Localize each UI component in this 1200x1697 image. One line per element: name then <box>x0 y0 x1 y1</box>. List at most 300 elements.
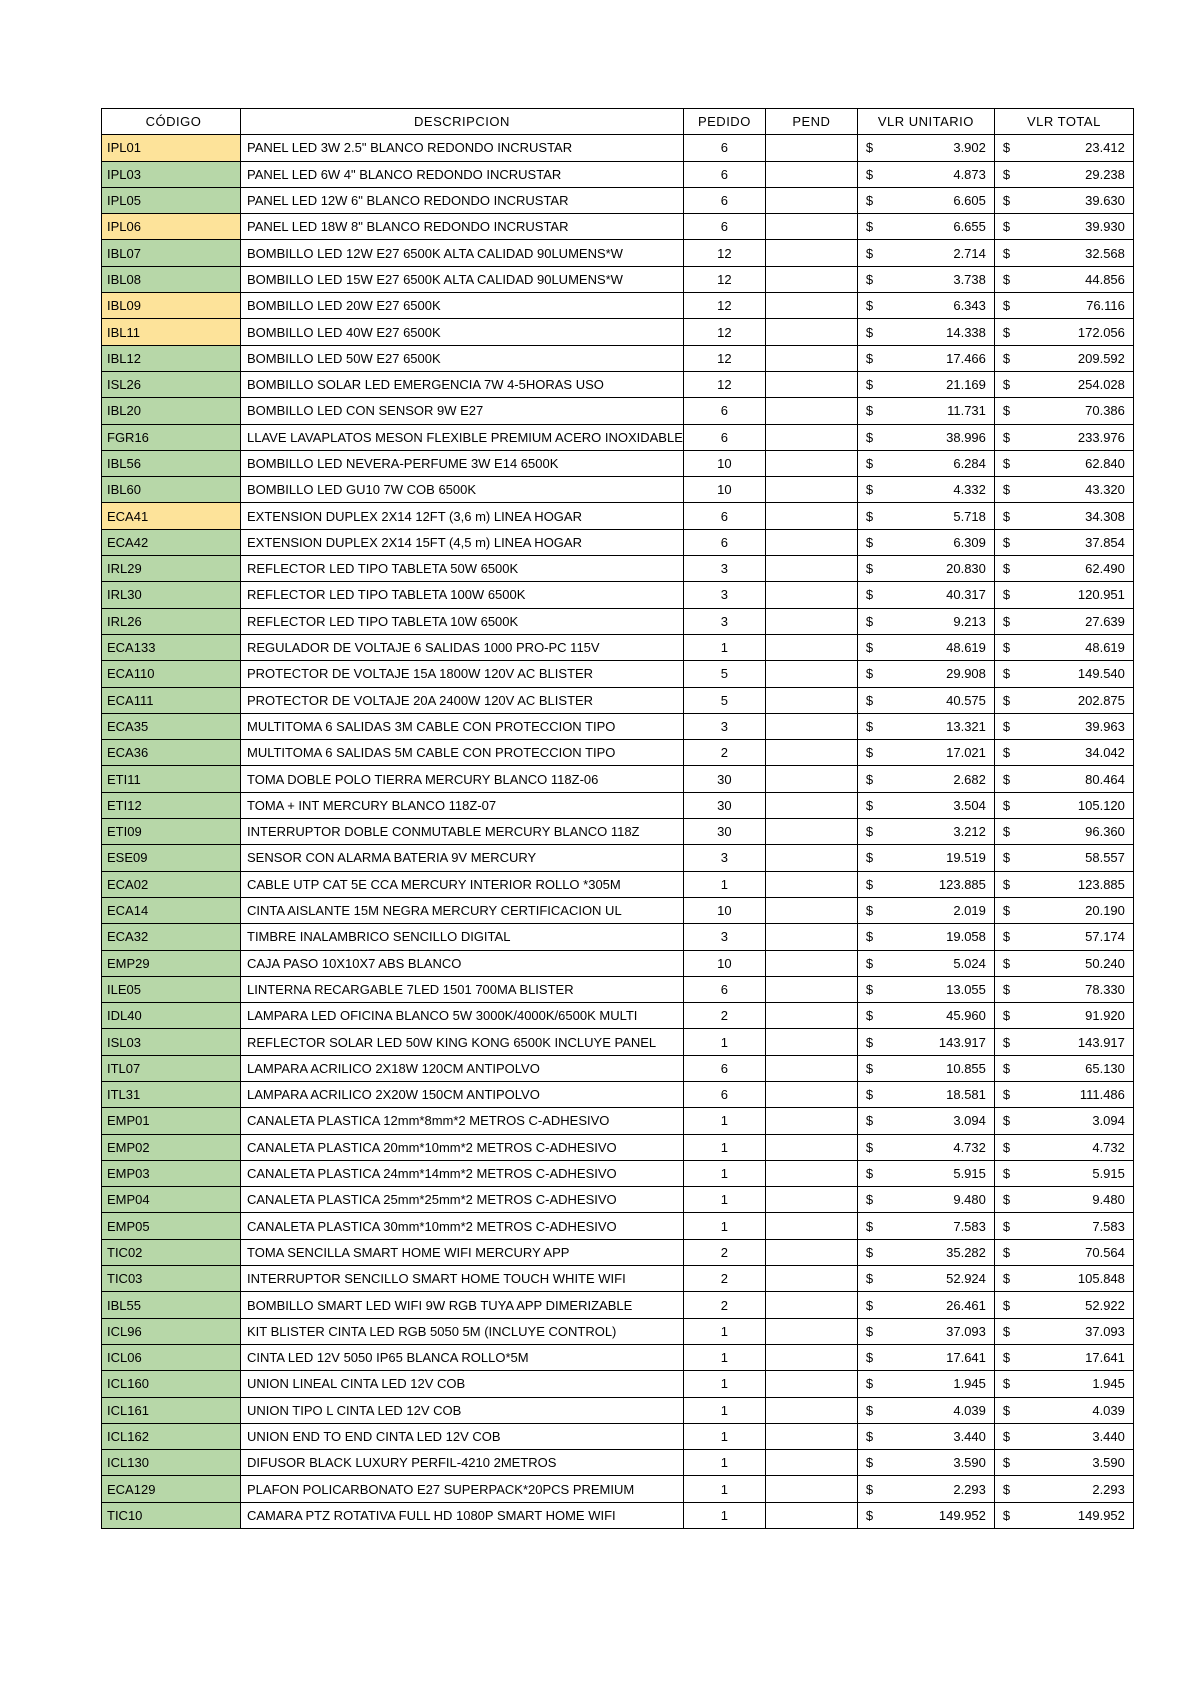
cell-description[interactable]: TOMA SENCILLA SMART HOME WIFI MERCURY APP <box>241 1239 684 1265</box>
cell-ordered[interactable]: 12 <box>683 319 765 345</box>
cell-unit-price[interactable] <box>857 1029 994 1055</box>
cell-pending[interactable] <box>765 845 857 871</box>
cell-code[interactable]: IRL26 <box>102 608 241 634</box>
cell-total[interactable] <box>994 792 1133 818</box>
cell-ordered[interactable]: 30 <box>683 792 765 818</box>
cell-code[interactable]: ITL07 <box>102 1055 241 1081</box>
cell-code[interactable]: EMP02 <box>102 1134 241 1160</box>
cell-ordered[interactable]: 12 <box>683 293 765 319</box>
cell-ordered[interactable]: 12 <box>683 266 765 292</box>
cell-code[interactable]: ICL160 <box>102 1371 241 1397</box>
cell-total[interactable] <box>994 924 1133 950</box>
cell-ordered[interactable]: 6 <box>683 1055 765 1081</box>
header-pending[interactable]: PEND <box>765 109 857 135</box>
cell-description[interactable]: PROTECTOR DE VOLTAJE 15A 1800W 120V AC BLISTER <box>241 661 684 687</box>
cell-total[interactable] <box>994 1108 1133 1134</box>
cell-description[interactable]: CABLE UTP CAT 5E CCA MERCURY INTERIOR ROLLO *305M <box>241 871 684 897</box>
cell-total[interactable] <box>994 976 1133 1002</box>
cell-description[interactable]: BOMBILLO LED 12W E27 6500K ALTA CALIDAD 90LUMENS*W <box>241 240 684 266</box>
cell-ordered[interactable]: 1 <box>683 1502 765 1528</box>
cell-pending[interactable] <box>765 871 857 897</box>
cell-unit-price[interactable] <box>857 582 994 608</box>
cell-pending[interactable] <box>765 1134 857 1160</box>
cell-description[interactable]: CINTA AISLANTE 15M NEGRA MERCURY CERTIFICACION UL <box>241 897 684 923</box>
cell-description[interactable]: PANEL LED 3W 2.5" BLANCO REDONDO INCRUSTAR <box>241 135 684 161</box>
cell-ordered[interactable]: 10 <box>683 897 765 923</box>
cell-code[interactable]: IPL01 <box>102 135 241 161</box>
cell-description[interactable]: REFLECTOR LED TIPO TABLETA 100W 6500K <box>241 582 684 608</box>
cell-pending[interactable] <box>765 371 857 397</box>
cell-code[interactable]: EMP29 <box>102 950 241 976</box>
cell-ordered[interactable]: 5 <box>683 661 765 687</box>
cell-total[interactable] <box>994 1476 1133 1502</box>
cell-description[interactable]: INTERRUPTOR DOBLE CONMUTABLE MERCURY BLANCO 118Z <box>241 819 684 845</box>
cell-total[interactable] <box>994 897 1133 923</box>
cell-unit-price[interactable] <box>857 1055 994 1081</box>
cell-unit-price[interactable] <box>857 1266 994 1292</box>
cell-ordered[interactable]: 3 <box>683 582 765 608</box>
cell-pending[interactable] <box>765 1292 857 1318</box>
cell-ordered[interactable]: 1 <box>683 1344 765 1370</box>
cell-total[interactable] <box>994 1213 1133 1239</box>
cell-code[interactable]: ICL130 <box>102 1450 241 1476</box>
cell-unit-price[interactable] <box>857 529 994 555</box>
cell-code[interactable]: EMP03 <box>102 1160 241 1186</box>
cell-unit-price[interactable] <box>857 1003 994 1029</box>
cell-code[interactable]: ISL03 <box>102 1029 241 1055</box>
cell-unit-price[interactable] <box>857 1318 994 1344</box>
cell-description[interactable]: BOMBILLO LED 40W E27 6500K <box>241 319 684 345</box>
cell-unit-price[interactable] <box>857 713 994 739</box>
cell-total[interactable] <box>994 1187 1133 1213</box>
cell-total[interactable] <box>994 556 1133 582</box>
cell-unit-price[interactable] <box>857 924 994 950</box>
cell-unit-price[interactable] <box>857 1371 994 1397</box>
cell-total[interactable] <box>994 1266 1133 1292</box>
cell-unit-price[interactable] <box>857 687 994 713</box>
cell-description[interactable]: CANALETA PLASTICA 12mm*8mm*2 METROS C-ADHESIVO <box>241 1108 684 1134</box>
cell-total[interactable] <box>994 293 1133 319</box>
cell-unit-price[interactable] <box>857 1239 994 1265</box>
cell-pending[interactable] <box>765 1160 857 1186</box>
cell-pending[interactable] <box>765 477 857 503</box>
cell-description[interactable]: DIFUSOR BLACK LUXURY PERFIL-4210 2METROS <box>241 1450 684 1476</box>
cell-total[interactable] <box>994 582 1133 608</box>
cell-code[interactable]: EMP04 <box>102 1187 241 1213</box>
cell-ordered[interactable]: 1 <box>683 1371 765 1397</box>
cell-unit-price[interactable] <box>857 293 994 319</box>
cell-pending[interactable] <box>765 687 857 713</box>
cell-description[interactable]: CANALETA PLASTICA 30mm*10mm*2 METROS C-ADHESIVO <box>241 1213 684 1239</box>
cell-unit-price[interactable] <box>857 187 994 213</box>
cell-ordered[interactable]: 3 <box>683 924 765 950</box>
cell-pending[interactable] <box>765 819 857 845</box>
cell-ordered[interactable]: 1 <box>683 1108 765 1134</box>
cell-description[interactable]: CAMARA PTZ ROTATIVA FULL HD 1080P SMART HOME WIFI <box>241 1502 684 1528</box>
cell-description[interactable]: TOMA + INT MERCURY BLANCO 118Z-07 <box>241 792 684 818</box>
cell-pending[interactable] <box>765 1450 857 1476</box>
cell-code[interactable]: ECA129 <box>102 1476 241 1502</box>
cell-pending[interactable] <box>765 661 857 687</box>
cell-unit-price[interactable] <box>857 240 994 266</box>
cell-description[interactable]: LINTERNA RECARGABLE 7LED 1501 700MA BLISTER <box>241 976 684 1002</box>
cell-code[interactable]: ECA110 <box>102 661 241 687</box>
cell-ordered[interactable]: 30 <box>683 819 765 845</box>
cell-code[interactable]: IBL08 <box>102 266 241 292</box>
cell-unit-price[interactable] <box>857 1476 994 1502</box>
cell-unit-price[interactable] <box>857 1397 994 1423</box>
cell-unit-price[interactable] <box>857 135 994 161</box>
cell-pending[interactable] <box>765 713 857 739</box>
header-unit-price[interactable]: VLR UNITARIO <box>857 109 994 135</box>
cell-ordered[interactable]: 6 <box>683 161 765 187</box>
cell-unit-price[interactable] <box>857 950 994 976</box>
cell-pending[interactable] <box>765 214 857 240</box>
cell-total[interactable] <box>994 161 1133 187</box>
cell-code[interactable]: ETI09 <box>102 819 241 845</box>
cell-total[interactable] <box>994 661 1133 687</box>
cell-total[interactable] <box>994 608 1133 634</box>
cell-code[interactable]: ICL96 <box>102 1318 241 1344</box>
cell-ordered[interactable]: 6 <box>683 1081 765 1107</box>
cell-total[interactable] <box>994 687 1133 713</box>
cell-code[interactable]: ECA111 <box>102 687 241 713</box>
cell-unit-price[interactable] <box>857 477 994 503</box>
cell-unit-price[interactable] <box>857 845 994 871</box>
cell-description[interactable]: BOMBILLO LED CON SENSOR 9W E27 <box>241 398 684 424</box>
cell-total[interactable] <box>994 1160 1133 1186</box>
cell-unit-price[interactable] <box>857 792 994 818</box>
cell-pending[interactable] <box>765 450 857 476</box>
cell-ordered[interactable]: 2 <box>683 740 765 766</box>
cell-code[interactable]: IBL09 <box>102 293 241 319</box>
cell-ordered[interactable]: 10 <box>683 950 765 976</box>
cell-ordered[interactable]: 1 <box>683 1029 765 1055</box>
cell-total[interactable] <box>994 266 1133 292</box>
cell-total[interactable] <box>994 424 1133 450</box>
cell-pending[interactable] <box>765 1081 857 1107</box>
cell-unit-price[interactable] <box>857 766 994 792</box>
cell-ordered[interactable]: 10 <box>683 477 765 503</box>
cell-unit-price[interactable] <box>857 1134 994 1160</box>
cell-pending[interactable] <box>765 266 857 292</box>
cell-code[interactable]: IBL20 <box>102 398 241 424</box>
cell-code[interactable]: EMP05 <box>102 1213 241 1239</box>
cell-pending[interactable] <box>765 1318 857 1344</box>
cell-pending[interactable] <box>765 608 857 634</box>
cell-unit-price[interactable] <box>857 1187 994 1213</box>
cell-pending[interactable] <box>765 976 857 1002</box>
cell-description[interactable]: EXTENSION DUPLEX 2X14 12FT (3,6 m) LINEA HOGAR <box>241 503 684 529</box>
cell-unit-price[interactable] <box>857 871 994 897</box>
cell-description[interactable]: CANALETA PLASTICA 24mm*14mm*2 METROS C-ADHESIVO <box>241 1160 684 1186</box>
cell-description[interactable]: SENSOR CON ALARMA BATERIA 9V MERCURY <box>241 845 684 871</box>
cell-ordered[interactable]: 6 <box>683 976 765 1002</box>
cell-unit-price[interactable] <box>857 450 994 476</box>
cell-pending[interactable] <box>765 1344 857 1370</box>
cell-ordered[interactable]: 1 <box>683 1134 765 1160</box>
cell-description[interactable]: KIT BLISTER CINTA LED RGB 5050 5M (INCLUYE CONTROL) <box>241 1318 684 1344</box>
cell-pending[interactable] <box>765 950 857 976</box>
cell-pending[interactable] <box>765 766 857 792</box>
cell-unit-price[interactable] <box>857 345 994 371</box>
cell-code[interactable]: ETI12 <box>102 792 241 818</box>
cell-total[interactable] <box>994 371 1133 397</box>
cell-description[interactable]: REFLECTOR LED TIPO TABLETA 50W 6500K <box>241 556 684 582</box>
cell-code[interactable]: ECA41 <box>102 503 241 529</box>
cell-description[interactable]: CINTA LED 12V 5050 IP65 BLANCA ROLLO*5M <box>241 1344 684 1370</box>
cell-code[interactable]: ECA32 <box>102 924 241 950</box>
cell-unit-price[interactable] <box>857 319 994 345</box>
cell-total[interactable] <box>994 1318 1133 1344</box>
cell-total[interactable] <box>994 845 1133 871</box>
cell-ordered[interactable]: 1 <box>683 1397 765 1423</box>
cell-unit-price[interactable] <box>857 1423 994 1449</box>
cell-total[interactable] <box>994 819 1133 845</box>
cell-description[interactable]: REGULADOR DE VOLTAJE 6 SALIDAS 1000 PRO-PC 115V <box>241 634 684 660</box>
header-ordered[interactable]: PEDIDO <box>683 109 765 135</box>
cell-code[interactable]: ICL161 <box>102 1397 241 1423</box>
cell-pending[interactable] <box>765 556 857 582</box>
cell-pending[interactable] <box>765 1187 857 1213</box>
cell-unit-price[interactable] <box>857 214 994 240</box>
cell-description[interactable]: MULTITOMA 6 SALIDAS 3M CABLE CON PROTECCION TIPO <box>241 713 684 739</box>
cell-description[interactable]: BOMBILLO LED 50W E27 6500K <box>241 345 684 371</box>
cell-unit-price[interactable] <box>857 503 994 529</box>
cell-pending[interactable] <box>765 1108 857 1134</box>
cell-pending[interactable] <box>765 582 857 608</box>
cell-description[interactable]: CANALETA PLASTICA 25mm*25mm*2 METROS C-ADHESIVO <box>241 1187 684 1213</box>
cell-unit-price[interactable] <box>857 1502 994 1528</box>
cell-code[interactable]: ECA14 <box>102 897 241 923</box>
cell-code[interactable]: ECA35 <box>102 713 241 739</box>
cell-unit-price[interactable] <box>857 1450 994 1476</box>
cell-code[interactable]: IBL56 <box>102 450 241 476</box>
cell-unit-price[interactable] <box>857 1344 994 1370</box>
cell-code[interactable]: TIC03 <box>102 1266 241 1292</box>
cell-unit-price[interactable] <box>857 976 994 1002</box>
cell-code[interactable]: IPL05 <box>102 187 241 213</box>
cell-ordered[interactable]: 6 <box>683 503 765 529</box>
cell-ordered[interactable]: 1 <box>683 871 765 897</box>
cell-total[interactable] <box>994 1344 1133 1370</box>
cell-code[interactable]: IDL40 <box>102 1003 241 1029</box>
cell-ordered[interactable]: 2 <box>683 1239 765 1265</box>
cell-ordered[interactable]: 1 <box>683 1187 765 1213</box>
cell-total[interactable] <box>994 529 1133 555</box>
cell-description[interactable]: TIMBRE INALAMBRICO SENCILLO DIGITAL <box>241 924 684 950</box>
cell-code[interactable]: IRL30 <box>102 582 241 608</box>
cell-ordered[interactable]: 3 <box>683 608 765 634</box>
cell-code[interactable]: ITL31 <box>102 1081 241 1107</box>
cell-total[interactable] <box>994 477 1133 503</box>
cell-unit-price[interactable] <box>857 1081 994 1107</box>
cell-pending[interactable] <box>765 924 857 950</box>
cell-ordered[interactable]: 1 <box>683 1476 765 1502</box>
cell-total[interactable] <box>994 713 1133 739</box>
cell-total[interactable] <box>994 1055 1133 1081</box>
cell-total[interactable] <box>994 1423 1133 1449</box>
cell-ordered[interactable]: 6 <box>683 424 765 450</box>
cell-pending[interactable] <box>765 187 857 213</box>
cell-pending[interactable] <box>765 1502 857 1528</box>
cell-ordered[interactable]: 10 <box>683 450 765 476</box>
cell-total[interactable] <box>994 1134 1133 1160</box>
cell-description[interactable]: LAMPARA ACRILICO 2X20W 150CM ANTIPOLVO <box>241 1081 684 1107</box>
cell-pending[interactable] <box>765 634 857 660</box>
cell-pending[interactable] <box>765 424 857 450</box>
cell-code[interactable]: IBL55 <box>102 1292 241 1318</box>
cell-unit-price[interactable] <box>857 1292 994 1318</box>
cell-total[interactable] <box>994 1003 1133 1029</box>
cell-total[interactable] <box>994 740 1133 766</box>
cell-total[interactable] <box>994 240 1133 266</box>
cell-code[interactable]: ECA02 <box>102 871 241 897</box>
cell-unit-price[interactable] <box>857 1160 994 1186</box>
cell-unit-price[interactable] <box>857 1108 994 1134</box>
cell-code[interactable]: IPL06 <box>102 214 241 240</box>
cell-total[interactable] <box>994 187 1133 213</box>
header-total[interactable]: VLR TOTAL <box>994 109 1133 135</box>
cell-pending[interactable] <box>765 792 857 818</box>
cell-unit-price[interactable] <box>857 897 994 923</box>
cell-ordered[interactable]: 6 <box>683 135 765 161</box>
cell-total[interactable] <box>994 1502 1133 1528</box>
cell-total[interactable] <box>994 319 1133 345</box>
cell-total[interactable] <box>994 634 1133 660</box>
header-code[interactable]: CÓDIGO <box>102 109 241 135</box>
cell-code[interactable]: ETI11 <box>102 766 241 792</box>
cell-pending[interactable] <box>765 319 857 345</box>
cell-total[interactable] <box>994 871 1133 897</box>
cell-description[interactable]: REFLECTOR SOLAR LED 50W KING KONG 6500K INCLUYE PANEL <box>241 1029 684 1055</box>
cell-total[interactable] <box>994 1292 1133 1318</box>
cell-description[interactable]: BOMBILLO LED 20W E27 6500K <box>241 293 684 319</box>
header-description[interactable]: DESCRIPCION <box>241 109 684 135</box>
cell-ordered[interactable]: 1 <box>683 1423 765 1449</box>
cell-total[interactable] <box>994 214 1133 240</box>
cell-ordered[interactable]: 2 <box>683 1266 765 1292</box>
cell-pending[interactable] <box>765 1213 857 1239</box>
cell-ordered[interactable]: 3 <box>683 556 765 582</box>
cell-ordered[interactable]: 12 <box>683 371 765 397</box>
cell-description[interactable]: MULTITOMA 6 SALIDAS 5M CABLE CON PROTECCION TIPO <box>241 740 684 766</box>
cell-ordered[interactable]: 2 <box>683 1292 765 1318</box>
cell-description[interactable]: REFLECTOR LED TIPO TABLETA 10W 6500K <box>241 608 684 634</box>
cell-code[interactable]: IBL60 <box>102 477 241 503</box>
cell-code[interactable]: ECA36 <box>102 740 241 766</box>
cell-description[interactable]: TOMA DOBLE POLO TIERRA MERCURY BLANCO 118Z-06 <box>241 766 684 792</box>
cell-unit-price[interactable] <box>857 608 994 634</box>
cell-description[interactable]: LAMPARA LED OFICINA BLANCO 5W 3000K/4000K/6500K MULTI <box>241 1003 684 1029</box>
cell-ordered[interactable]: 1 <box>683 634 765 660</box>
cell-pending[interactable] <box>765 345 857 371</box>
cell-ordered[interactable]: 3 <box>683 845 765 871</box>
cell-ordered[interactable]: 1 <box>683 1160 765 1186</box>
cell-description[interactable]: BOMBILLO SOLAR LED EMERGENCIA 7W 4-5HORAS USO <box>241 371 684 397</box>
cell-total[interactable] <box>994 1081 1133 1107</box>
cell-ordered[interactable]: 1 <box>683 1318 765 1344</box>
cell-total[interactable] <box>994 345 1133 371</box>
cell-pending[interactable] <box>765 1397 857 1423</box>
cell-total[interactable] <box>994 1029 1133 1055</box>
cell-unit-price[interactable] <box>857 161 994 187</box>
cell-code[interactable]: ILE05 <box>102 976 241 1002</box>
cell-code[interactable]: IBL12 <box>102 345 241 371</box>
cell-description[interactable]: UNION TIPO L CINTA LED 12V COB <box>241 1397 684 1423</box>
cell-description[interactable]: CANALETA PLASTICA 20mm*10mm*2 METROS C-ADHESIVO <box>241 1134 684 1160</box>
cell-unit-price[interactable] <box>857 371 994 397</box>
cell-ordered[interactable]: 3 <box>683 713 765 739</box>
cell-code[interactable]: IRL29 <box>102 556 241 582</box>
cell-pending[interactable] <box>765 1239 857 1265</box>
cell-code[interactable]: FGR16 <box>102 424 241 450</box>
cell-pending[interactable] <box>765 503 857 529</box>
cell-pending[interactable] <box>765 740 857 766</box>
cell-unit-price[interactable] <box>857 1213 994 1239</box>
cell-code[interactable]: IBL07 <box>102 240 241 266</box>
cell-description[interactable]: BOMBILLO LED NEVERA-PERFUME 3W E14 6500K <box>241 450 684 476</box>
cell-pending[interactable] <box>765 1055 857 1081</box>
cell-total[interactable] <box>994 1397 1133 1423</box>
cell-description[interactable]: CAJA PASO 10X10X7 ABS BLANCO <box>241 950 684 976</box>
cell-code[interactable]: IPL03 <box>102 161 241 187</box>
cell-total[interactable] <box>994 503 1133 529</box>
cell-ordered[interactable]: 30 <box>683 766 765 792</box>
cell-description[interactable]: LLAVE LAVAPLATOS MESON FLEXIBLE PREMIUM ACERO INOXIDABLE <box>241 424 684 450</box>
cell-pending[interactable] <box>765 529 857 555</box>
cell-code[interactable]: TIC02 <box>102 1239 241 1265</box>
cell-total[interactable] <box>994 1450 1133 1476</box>
cell-description[interactable]: UNION LINEAL CINTA LED 12V COB <box>241 1371 684 1397</box>
cell-code[interactable]: IBL11 <box>102 319 241 345</box>
cell-description[interactable]: PANEL LED 18W 8" BLANCO REDONDO INCRUSTAR <box>241 214 684 240</box>
cell-unit-price[interactable] <box>857 661 994 687</box>
cell-pending[interactable] <box>765 1371 857 1397</box>
cell-ordered[interactable]: 12 <box>683 240 765 266</box>
cell-pending[interactable] <box>765 293 857 319</box>
cell-description[interactable]: BOMBILLO SMART LED WIFI 9W RGB TUYA APP DIMERIZABLE <box>241 1292 684 1318</box>
cell-code[interactable]: ISL26 <box>102 371 241 397</box>
cell-total[interactable] <box>994 950 1133 976</box>
cell-pending[interactable] <box>765 1423 857 1449</box>
cell-ordered[interactable]: 5 <box>683 687 765 713</box>
cell-description[interactable]: PANEL LED 6W 4" BLANCO REDONDO INCRUSTAR <box>241 161 684 187</box>
cell-total[interactable] <box>994 398 1133 424</box>
cell-pending[interactable] <box>765 398 857 424</box>
cell-code[interactable]: ICL06 <box>102 1344 241 1370</box>
cell-ordered[interactable]: 6 <box>683 187 765 213</box>
cell-pending[interactable] <box>765 1476 857 1502</box>
cell-pending[interactable] <box>765 897 857 923</box>
cell-total[interactable] <box>994 1239 1133 1265</box>
cell-unit-price[interactable] <box>857 556 994 582</box>
cell-unit-price[interactable] <box>857 819 994 845</box>
cell-pending[interactable] <box>765 1266 857 1292</box>
cell-code[interactable]: EMP01 <box>102 1108 241 1134</box>
cell-ordered[interactable]: 12 <box>683 345 765 371</box>
cell-pending[interactable] <box>765 161 857 187</box>
cell-description[interactable]: PROTECTOR DE VOLTAJE 20A 2400W 120V AC BLISTER <box>241 687 684 713</box>
cell-description[interactable]: EXTENSION DUPLEX 2X14 15FT (4,5 m) LINEA HOGAR <box>241 529 684 555</box>
cell-total[interactable] <box>994 450 1133 476</box>
cell-ordered[interactable]: 6 <box>683 214 765 240</box>
cell-unit-price[interactable] <box>857 740 994 766</box>
cell-description[interactable]: LAMPARA ACRILICO 2X18W 120CM ANTIPOLVO <box>241 1055 684 1081</box>
cell-code[interactable]: ECA133 <box>102 634 241 660</box>
cell-code[interactable]: ECA42 <box>102 529 241 555</box>
cell-description[interactable]: UNION END TO END CINTA LED 12V COB <box>241 1423 684 1449</box>
